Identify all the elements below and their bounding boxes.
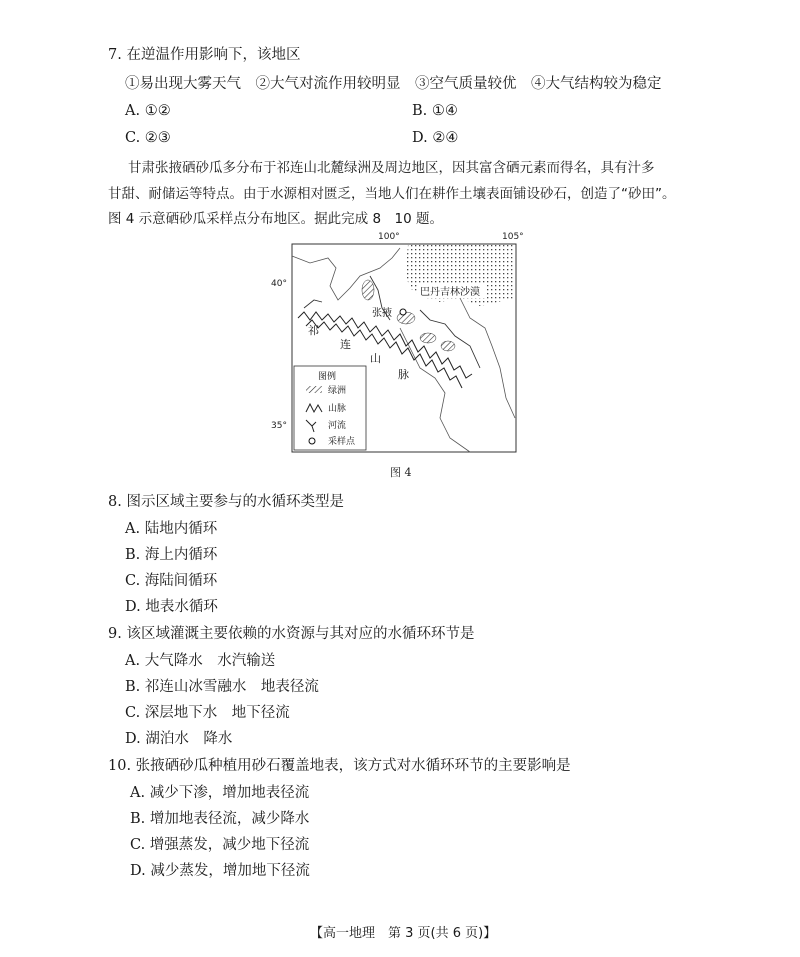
passage-line-1: 甘肃张掖硒砂瓜多分布于祁连山北麓绿洲及周边地区，因其富含硒元素而得名，具有汁多 — [128, 160, 655, 176]
passage-line-3: 图 4 示意硒砂瓜采样点分布地区。据此完成 8 10 题。 — [108, 211, 444, 227]
q7-stem: 7. 在逆温作用影响下，该地区 — [108, 47, 301, 63]
mountain-char-3: 山 — [370, 352, 381, 365]
page-footer: 【高一地理 第 3 页(共 6 页)】 — [310, 926, 497, 941]
q7-option-a: A. ①② — [125, 103, 171, 119]
q10-stem: 10. 张掖硒砂瓜种植用砂石覆盖地表，该方式对水循环环节的主要影响是 — [108, 758, 571, 774]
figure-caption: 图 4 — [390, 466, 412, 479]
desert-label: 巴丹吉林沙漠 — [420, 287, 480, 298]
lat-label-35: 35° — [271, 421, 287, 431]
q9-option-c: C. 深层地下水 地下径流 — [125, 705, 290, 721]
q7-statements: ①易出现大雾天气 ②大气对流作用较明显 ③空气质量较优 ④大气结构较为稳定 — [125, 76, 662, 92]
q10-option-d: D. 减少蒸发，增加地下径流 — [130, 863, 310, 879]
q8-option-d: D. 地表水循环 — [125, 599, 218, 615]
mountain-char-1: 祁 — [308, 324, 319, 337]
mountain-char-2: 连 — [340, 338, 351, 351]
lon-label-100: 100° — [378, 232, 400, 242]
q7-option-d: D. ②④ — [412, 130, 459, 146]
q10-option-c: C. 增强蒸发，减少地下径流 — [130, 837, 310, 853]
mountain-char-4: 脉 — [398, 368, 409, 381]
q9-option-a: A. 大气降水 水汽输送 — [125, 653, 276, 669]
legend-sample-icon — [309, 438, 315, 444]
q8-option-a: A. 陆地内循环 — [125, 521, 218, 537]
legend-mountain-label: 山脉 — [328, 404, 347, 414]
river-3 — [304, 300, 322, 308]
sampling-map — [270, 228, 530, 460]
city-label: 张掖 — [372, 308, 392, 319]
lat-label-40: 40° — [271, 279, 287, 289]
boundary-line — [292, 248, 400, 300]
lon-label-105: 105° — [502, 232, 524, 242]
q9-stem: 9. 该区域灌溉主要依赖的水资源与其对应的水循环环节是 — [108, 626, 475, 642]
legend-title: 图例 — [318, 372, 337, 382]
q7-option-c: C. ②③ — [125, 130, 171, 146]
q8-stem: 8. 图示区域主要参与的水循环类型是 — [108, 494, 344, 510]
q9-option-d: D. 湖泊水 降水 — [125, 731, 233, 747]
legend-river-label: 河流 — [328, 421, 347, 431]
boundary-line-3 — [400, 328, 470, 452]
q7-option-b: B. ①④ — [412, 103, 458, 119]
q10-option-b: B. 增加地表径流，减少降水 — [130, 811, 310, 827]
boundary-line-2 — [460, 298, 515, 418]
legend-oasis-icon — [306, 386, 322, 393]
legend-oasis-label: 绿洲 — [328, 386, 347, 396]
q10-option-a: A. 减少下渗，增加地表径流 — [130, 785, 310, 801]
passage-line-2: 甘甜、耐储运等特点。由于水源相对匮乏，当地人们在耕作土壤表面铺设砂石，创造了“砂田”。 — [108, 186, 676, 202]
oasis-1 — [362, 280, 374, 300]
q8-option-c: C. 海陆间循环 — [125, 573, 218, 589]
oasis-4 — [441, 341, 455, 351]
q9-option-b: B. 祁连山冰雪融水 地表径流 — [125, 679, 319, 695]
legend-sample-label: 采样点 — [328, 437, 356, 447]
oasis-3 — [420, 333, 436, 343]
q8-option-b: B. 海上内循环 — [125, 547, 218, 563]
sampling-point — [400, 309, 406, 315]
